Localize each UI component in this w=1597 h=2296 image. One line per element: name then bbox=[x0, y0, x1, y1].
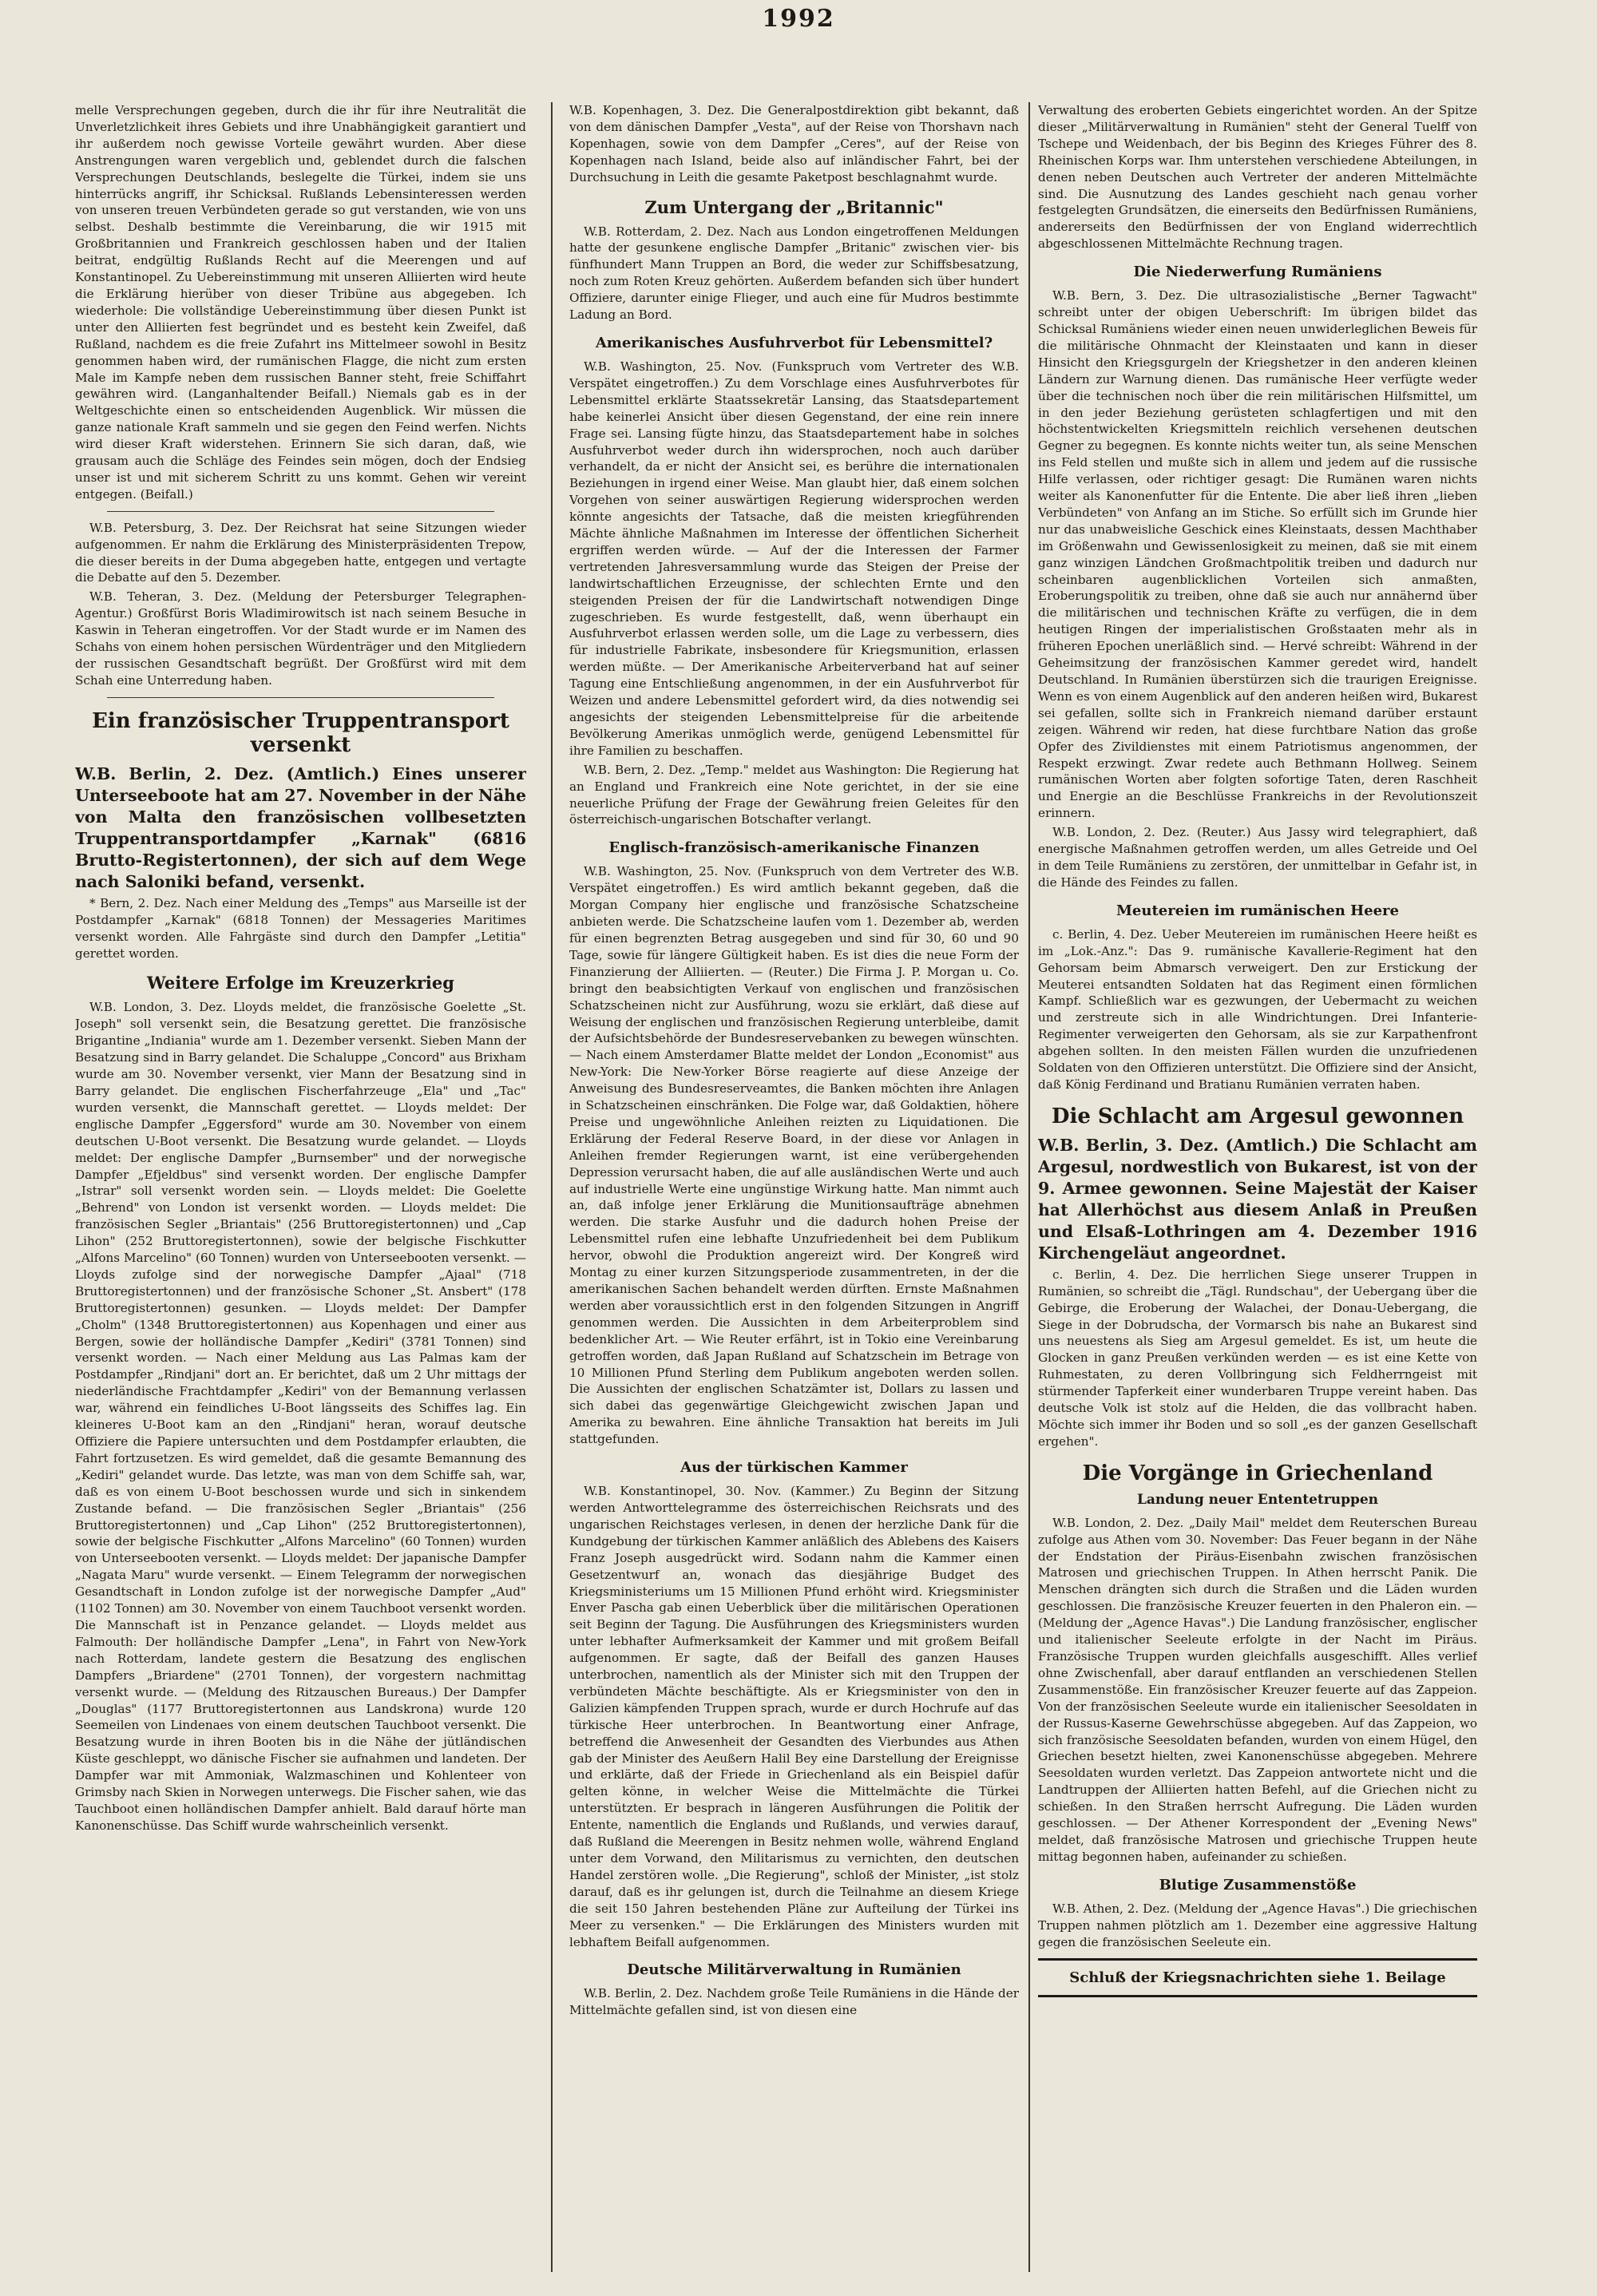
headline-schlacht-argesul: Die Schlacht am Argesul gewonnen bbox=[1051, 1104, 1464, 1128]
article-text: W.B. Washington, 25. Nov. (Funkspruch vom Vertreter des W.B. Verspätet eingetroffen.) Zu dem Vorschlage eines Ausfuhrverbotes für Lebensmittel erklärte Staatssekretär Lansing, das Staatsdepartement habe keinerlei Ansicht über diesen Gegenstand, der eine rein innere Frage sei. Lansing fügte hinzu, das Staatsdepartement habe in solches Ausfuhrverbot weder durch ihn widersprochen, noch auch darüber verhandelt, da er nicht der Ansicht sei, es berühre die internationalen Beziehungen in irgend einer Weise. Man glaubt hier, daß einem solchen Vorgehen von seiner auswärtigen Regierung widersprochen werden könnte angesichts der Tatsache, daß die meisten kriegführenden Mächte ähnliche Maßnahmen im Interesse der öffentlichen Sicherheit ergriffen werden würde. — Auf der die Interessen der Farmer vertretenden Jahresversammlung wurde das Steigen der Preise der landwirtschaftlichen Erzeugnisse, der schlechten Ernte und den steigenden Preisen der für die Landwirtschaft notwendigen Dinge zugeschrieben. Es wurde festgestellt, daß, wenn überhaupt ein Ausfuhrverbot erlassen werden solle, um die Lage zu verbessern, dies für industrielle Fabrikate, insbesondere für Kriegsmunition, erlassen werden müßte. — Der Amerikanische Arbeiterverband hat auf seiner Tagung eine Entschließung angenommen, in der ein Ausfuhrverbot für Weizen und andere Lebensmittel gefordert wird, da dies notwendig sei angesichts der steigenden Lebensmittelpreise für die arbeitende Bevölkerung Amerikas unmöglich werde, genügend Lebensmittel für ihre Familien zu beschaffen. bbox=[569, 359, 1019, 758]
subheadline-ententetruppen: Landung neuer Ententetruppen bbox=[1136, 1491, 1379, 1508]
official-report: W.B. Berlin, 3. Dez. (Amtlich.) Die Schlacht am Argesul, nordwestlich von Bukarest, ist von der 9. Armee gewonnen. Seine Majestät der Kaiser hat Allerhöchst aus diesem Anlaß in Preußen und Elsaß-Lothringen am 4. Dezember 1916 Kirchengeläut angeordnet. bbox=[1038, 1135, 1477, 1263]
headline-finanzen: Englisch-französisch-amerikanische Finanzen bbox=[608, 839, 980, 857]
column-2 bbox=[569, 102, 1019, 2272]
headline-truppentransport: Ein französischer Truppentransport versenkt bbox=[92, 708, 509, 757]
headline-meutereien: Meutereien im rumänischen Heere bbox=[1116, 902, 1399, 919]
article-text: W.B. London, 2. Dez. „Daily Mail" meldet dem Reuterschen Bureau zufolge aus Athen vom 30. November: Das Feuer begann in der Nähe der Endstation der Piräus-Eisenbahn zwischen französischen Matrosen und griechischen Truppen. In Athen herrscht Panik. Die Menschen drängten sich durch die Straßen und die Läden wurden geschlossen. Die französische Kreuzer feuerten in den Phaleron ein. — (Meldung der „Agence Havas".) Die Landung französischer, englischer und italienischer Seeleute erfolgte in der Nacht im Piräus. Französische Truppen wurden gleichfalls ausgeschifft. Alles verlief ohne Zwischenfall, aber darauf entflanden an verschiedenen Stellen Zusammenstöße. Ein französischer Kreuzer feuerte auf das Zappeion. Von der französischen Seeleute wurde ein italienischer Seesoldaten in der Russus-Kaserne Gewehrschüsse abgegeben. Auf das Zappeion, wo sich französische Seesoldaten befanden, wurden von einem Hügel, den Griechen besetzt hielten, zwei Kanonenschüsse abgegeben. Mehrere Seesoldaten wurden verletzt. Das Zappeion antwortete nicht und die Landtruppen der Alliierten hatten Befehl, auf die Griechen nicht zu schießen. In den Straßen herrscht Aufregung. Die Läden wurden geschlossen. — Der Athener Korrespondent der „Evening News" meldet, daß französische Matrosen und griechische Truppen heute mittag begonnen haben, aufeinander zu schießen. bbox=[1038, 1515, 1477, 1864]
article-text: W.B. Konstantinopel, 30. Nov. (Kammer.) Zu Beginn der Sitzung werden Antworttelegramme des österreichischen Reichsrats und des ungarischen Reichstages verlesen, in denen der herzliche Dank für die Kundgebung der türkischen Kammer anläßlich des Ablebens des Kaisers Franz Joseph ausgedrückt wird. Sodann nahm die Kammer einen Gesetzentwurf an, wonach das diesjährige Budget des Kriegsministeriums um 15 Millionen Pfund erhöht wird. Kriegsminister Enver Pascha gab einen Ueberblick über die militärischen Operationen seit Beginn der Tagung. Die Ausführungen des Kriegsministers wurden unter lebhafter Aufmerksamkeit der Kammer und mit großem Beifall aufgenommen. Er sagte, daß der Beifall des ganzen Hauses unterbrochen, namentlich als der Minister sich mit den Truppen der verbündeten Mächte beschäftigte. Als er Kriegsminister von den in Galizien kämpfenden Truppen sprach, wurde er durch Hochrufe auf das türkische Heer unterbrochen. In Beantwortung einer Anfrage, betreffend die Anwesenheit der Gesandten des Vierbundes aus Athen gab der Minister des Aeußern Halil Bey eine Darstellung der Ereignisse und erklärte, daß der Friede in Griechenland als ein Beispiel dafür gelten könne, in welcher Weise die Mittelmächte die Türkei unterstützten. Er besprach in längeren Ausführungen die Politik der Entente, namentlich die Englands und Rußlands, und verwies darauf, daß Rußland die Meerengen in Besitz nehmen wolle, während England unter dem Vorwand, den Militarismus zu vernichten, den deutschen Handel zerstören wolle. „Die Regierung", schloß der Minister, „ist stolz darauf, daß es ihr gelungen ist, durch die Teilnahme an diesem Kriege die seit 150 Jahren bestehenden Pläne zur Aufteilung der Türkei ins Meer zu versenken." — Die Erklärungen des Ministers wurden mit lebhaftem Beifall aufgenommen. bbox=[569, 1484, 1019, 1949]
headline-ausfuhrverbot: Amerikanisches Ausfuhrverbot für Lebensmittel? bbox=[595, 334, 993, 351]
article-text: W.B. Teheran, 3. Dez. (Meldung der Petersburger Telegraphen-Agentur.) Großfürst Boris Wladimirowitsch ist nach seinem Besuche in Kaswin in Teheran eingetroffen. Vor der Stadt wurde er im Namen des Schahs von einem hohen persischen Würdenträger und den Mitgliedern der russischen Gesandtschaft begrüßt. Der Großfürst wird mit dem Schah eine Unterredung haben. bbox=[75, 589, 526, 688]
article-text: * Bern, 2. Dez. Nach einer Meldung des „Temps" aus Marseille ist der Postdampfer „Karnak" (6818 Tonnen) der Messageries Maritimes versenkt worden. Alle Fahrgäste sind durch den Dampfer „Letitia" gerettet worden. bbox=[75, 895, 526, 961]
page-number: 1992 bbox=[762, 5, 835, 33]
article-text: W.B. Washington, 25. Nov. (Funkspruch von dem Vertreter des W.B. Verspätet eingetroffen.) Es wird amtlich bekannt gegeben, daß die Morgan Company hier englische und französische Schatzscheine anbieten werde. Die Schatzscheine laufen vom 1. Dezember ab, werden für einen begrenzten Betrag ausgegeben und sind für 30, 60 und 90 Tage, sowie für längere Gültigkeit haben. Es ist dies die neue Form der Finanzierung der Alliierten. — (Reuter.) Die Firma J. P. Morgan u. Co. bringt den beabsichtigten Verkauf von englischen und französischen Schatzscheinen nicht zur Ausführung, wozu sie erklärt, daß diese auf Weisung der englischen und französischen Regierung unterbleibe, damit der Aufsichtsbehörde der Bundesreservebanken zu bewegen wünschten. — Nach einem Amsterdamer Blatte meldet der London „Economist" aus New-York: Die New-Yorker Börse reagierte auf diese Anzeige der Anweisung des Bundesreserveamtes, die Banken möchten ihre Anlagen in Schatzscheinen einschränken. Die Folge war, daß Goldaktien, höhere Preise und ungewöhnliche Anleihen reizten zu Liquidationen. Die Erklärung der Federal Reserve Board, in der diese vor Anlagen in Anleihen fremder Regierungen warnt, ist eine verübergehenden Depression verursacht haben, die auf alle ausländischen Werte und auch auf industrielle Werte eine ungünstige Wirkung hatte. Man nimmt auch an, daß infolge jener Erklärung die Munitionsaufträge abnehmen werden. Die starke Ausfuhr und die dadurch hohen Preise der Lebensmittel rufen eine lebhafte Unzufriedenheit bei dem Publikum hervor, obwohl die Produktion angereizt wird. Der Kongreß wird Montag zu einer kurzen Sitzungsperiode zusammentreten, in der die amerikanischen Sachen behandelt werden dürften. Ernste Maßnahmen werden aber voraussichtlich erst in den folgenden Sitzungen in Angriff genommen werden. Die Aussichten in dem Arbeiterproblem sind bedenklicher Art. — Wie Reuter erfährt, ist in Tokio eine Vereinbarung getroffen worden, daß Japan Rußland auf Schatzschein im Betrage von 10 Millionen Pfund Sterling dem Publikum angeboten werden sollen. Die Aussichten der englischen Schatzämter ist, Dollars zu lassen und sich dabei das gegenwärtige Gleichgewicht zwischen Japan und Amerika zu bewahren. Eine ähnliche Transaktion hat bereits im Juli stattgefunden. bbox=[569, 864, 1019, 1447]
divider bbox=[1038, 1995, 1477, 1997]
article-text: W.B. London, 2. Dez. (Reuter.) Aus Jassy wird telegraphiert, daß energische Maßnahmen getroffen werden, um alles Getreide und Oel in dem Teile Rumäniens zu zerstören, der unmittelbar in Gefahr ist, in die Hände des Feindes zu fallen. bbox=[1038, 825, 1477, 890]
article-text: c. Berlin, 4. Dez. Ueber Meutereien im rumänischen Heere heißt es im „Lok.-Anz.": Das 9. rumänische Kavallerie-Regiment hat den Gehorsam beim Abmarsch verweigert. Den zur Erstickung der Meuterei entsandten Soldaten hat das Regiment einen förmlichen Kampf. Schließlich war es gezwungen, der Uebermacht zu weichen und zerstreute sich in alle Windrichtungen. Drei Infanterie-Regimenter verweigerten den Gehorsam, als sie zur Karpathenfront abgehen sollten. In den meisten Fällen wurden die unzufriedenen Soldaten von den Offizieren unterstützt. Die Offiziere sind der Ansicht, daß König Ferdinand und Bratianu Rumänien verraten haben. bbox=[1038, 926, 1477, 1092]
headline-zusammenstoesse: Blutige Zusammenstöße bbox=[1159, 1876, 1357, 1894]
article-text: W.B. London, 3. Dez. Lloyds meldet, die französische Goelette „St. Joseph" soll versenkt sein, die Besatzung gerettet. Die französische Brigantine „Indiania" wurde am 1. Dezember versenkt. Sieben Mann der Besatzung sind in Barry gelandet. Die Schaluppe „Concord" aus Brixham wurde am 30. November versenkt, vier Mann der Besatzung sind in Barry gelandet. Die englischen Fischerfahrzeuge „Ela" und „Tac" wurden versenkt, die Mannschaft gerettet. — Lloyds meldet: Der englische Dampfer „Eggersford" wurde am 30. November von einem deutschen U-Boot versenkt. Die Besatzung wurde gelandet. — Lloyds meldet: Der englische Dampfer „Burnsember" und der norwegische Dampfer „Efjeldbus" sind versenkt worden. Der englische Dampfer „Istrar" soll versenkt worden sein. — Lloyds meldet: Die Goelette „Behrend" von London ist versenkt worden. — Lloyds meldet: Die französischen Segler „Briantais" (256 Bruttoregistertonnen) und „Cap Lihon" (252 Bruttoregistertonnen), sowie der belgische Fischkutter „Alfons Marcelino" (60 Tonnen) wurden von Unterseebooten versenkt. — Lloyds zufolge sind der norwegische Dampfer „Ajaal" (718 Bruttoregistertonnen) und der französische Schoner „St. Ansbert" (178 Bruttoregistertonnen) gesunken. — Lloyds meldet: Der Dampfer „Cholm" (1348 Bruttoregistertonnen) aus Kopenhagen und einer aus Bergen, sowie der holländische Dampfer „Kediri" (3781 Tonnen) sind versenkt worden. — Nach einer Meldung aus Las Palmas kam der Postdampfer „Rindjani" dort an. Er berichtet, daß um 2 Uhr mittags der niederländische Frachtdampfer „Kediri" von der Bemannung verlassen war, während ein feindliches U-Boot längsseits des Schiffes lag. Ein kleineres U-Boot kam an den „Rindjani" heran, worauf deutsche Offiziere die Papiere untersuchten und dem Postdampfer erlaubten, die Fahrt fortzusetzen. Es wird gemeldet, daß die gesamte Bemannung des „Kediri" gelandet wurde. Das letzte, was man von dem Schiffe sah, war, daß es von einem U-Boot beschossen wurde und sich in sinkendem Zustande befand. — Die französischen Segler „Briantais" (256 Bruttoregistertonnen) und „Cap Lihon" (252 Bruttoregistertonnen), sowie der belgische Fischkutter „Alfons Marcelino" (60 Tonnen) wurden von Unterseebooten versenkt. — Lloyds meldet: Der japanische Dampfer „Nagata Maru" wurde versenkt. — Einem Telegramm der norwegischen Gesandtschaft in London zufolge ist der norwegische Dampfer „Aud" (1102 Tonnen) am 30. November von einem Tauchboot versenkt worden. Die Mannschaft ist in Penzance gelandet. — Lloyds meldet aus Falmouth: Der holländische Dampfer „Lena", in Fahrt von New-York nach Rotterdam, landete gestern die Besatzung des englischen Dampfers „Briardene" (2701 Tonnen), der vorgestern nachmittag versenkt wurde. — (Meldung des Ritzauschen Bureaus.) Der Dampfer „Douglas" (1177 Bruttoregistertonnen aus Landskrona) wurde 120 Seemeilen von Lindenaes von einem deutschen Tauchboot versenkt. Die Besatzung wurde in ihren Booten bis in die Nähe der jütländischen Küste geschleppt, wo dänische Fischer sie aufnahmen und landeten. Der Dampfer war mit Ammoniak, Walzmaschinen und Kohlenteer von Grimsby nach Skien in Norwegen unterwegs. Die Fischer sahen, wie das Tauchboot einen holländischen Dampfer anhielt. Bald darauf hörte man Kanonenschüsse. Das Schiff wurde wahrscheinlich versenkt. bbox=[75, 1000, 526, 1833]
article-text: W.B. Bern, 3. Dez. Die ultrasozialistische „Berner Tagwacht" schreibt unter der obigen Ueberschrift: Im übrigen bildet das Schicksal Rumäniens wieder einen neuen unwiderleglichen Beweis für die militärische Ohnmacht der Kleinstaaten und kann in dieser Hinsicht den Kriegsgurgeln der Kriegshetzer in den anderen kleinen Ländern zur Warnung dienen. Das rumänische Heer verfügte weder über die technischen noch über die rein militärischen Hilfsmittel, um in den jeder Beziehung gerüsteten schlagfertigen und mit den höchstentwickelten Kriegsmitteln reichlich versehenen deutschen Gegner zu begegnen. Es konnte nichts weiter tun, als seine Menschen ins Feld stellen und mußte sich in allem und jedem auf die russische Hilfe verlassen, oder richtiger gesagt: Die Rumänen waren nichts weiter als Kanonenfutter für die Entente. Die aber ließ ihren „lieben Verbündeten" von Anfang an im Stiche. So erfüllt sich im Grunde hier nur das unabweisliche Geschick eines Kleinstaats, dessen Machthaber im Größenwahn und Gewissenlosigkeit zu meinen, daß sie mit einem ganz winzigen Ländchen Großmachtpolitik treiben und dadurch nur scheinbaren augenblicklichen Vorteilen sich anmaßten, Eroberungspolitik zu treiben, ohne daß sie auch nur annähernd über die militärischen und technischen Kräfte zu verfügen, die in dem heutigen Ringen der imperialistischen Großstaaten mehr als in früheren Epochen unerläßlich sind. — Hervé schreibt: Während in der Geheimsitzung der französischen Kammer geredet wird, handelt Deutschland. In Rumänien überstürzen sich die traurigen Ereignisse. Wenn es von einem Augenblick auf den anderen heißen wird, Bukarest sei gefallen, sollte sich in Frankreich niemand darüber erstaunt zeigen. Während wir reden, hat diese furchtbare Nation das große Opfer des Zivildienstes mit einem Patriotismus angenommen, der Respekt erzwingt. Zwar redete auch Bethmann Hollweg. Seinem rumänischen Worten aber folgten sofortige Taten, deren Raschheit und Energie an die Beschlüsse Frankreichs in der Revolutionszeit erinnern. bbox=[1038, 288, 1477, 821]
column-3 bbox=[1038, 102, 1477, 2272]
headline-tuerkische-kammer: Aus der türkischen Kammer bbox=[680, 1459, 908, 1477]
article-text: W.B. Petersburg, 3. Dez. Der Reichsrat hat seine Sitzungen wieder aufgenommen. Er nahm die Erklärung des Ministerpräsidenten Trepow, die dieser bereits in der Duma abgegeben hatte, entgegen und vertagte die Debatte auf den 5. Dezember. bbox=[75, 520, 526, 585]
divider bbox=[107, 511, 494, 512]
headline-griechenland: Die Vorgänge in Griechenland bbox=[1082, 1461, 1433, 1485]
article-text: c. Berlin, 4. Dez. Die herrlichen Siege unserer Truppen in Rumänien, so schreibt die „Tägl. Rundschau", der Uebergang über die Gebirge, die Eroberung der Walachei, der Donau-Uebergang, die Siege in der Dobrudscha, der Vormarsch bis nahe an Bukarest sind uns neuestens als Sieg am Argesul gemeldet. Es ist, um heute die Glocken in ganz Preußen verkünden werden — es ist eine Kette von Ruhmestaten, zu deren Vollbringung sich Feldherrngeist mit stürmender Tapferkeit einer wunderbaren Truppe vereint haben. Das deutsche Volk ist stolz auf die Helden, die das vollbracht haben. Möchte sich immer ihr Boden und so soll „es der ganzen Gesellschaft ergehen". bbox=[1038, 1267, 1477, 1449]
article-text: W.B. Berlin, 2. Dez. Nachdem große Teile Rumäniens in die Hände der Mittelmächte gefallen sind, ist von diesen eine bbox=[569, 1986, 1019, 2018]
headline-niederwerfung: Die Niederwerfung Rumäniens bbox=[1133, 264, 1382, 281]
continuation-note: Schluß der Kriegsnachrichten siehe 1. Beilage bbox=[1069, 1969, 1446, 1987]
headline-militaerverwaltung: Deutsche Militärverwaltung in Rumänien bbox=[627, 1961, 961, 1979]
article-text: Verwaltung des eroberten Gebiets eingerichtet worden. An der Spitze dieser „Militärverwaltung in Rumänien" steht der General Tuelff von Tschepe und Weidenbach, der bis Beginn des Krieges Führer des 8. Rheinischen Korps war. Ihm unterstehen verschiedene Abteilungen, in denen neben Deutschen auch Vertreter der anderen Mittelmächte sind. Die Ausnutzung des Landes geschieht nach genau vorher festgelegten Grundsätzen, die einerseits den Bedürfnissen Rumäniens, andererseits den Bedürfnissen der von England widerrechtlich abgeschlossenen Mittelmächte Rechnung tragen. bbox=[1038, 103, 1477, 252]
divider bbox=[107, 697, 494, 698]
column-rule-right bbox=[1028, 102, 1030, 2272]
column-1 bbox=[75, 102, 526, 2272]
official-report: W.B. Berlin, 2. Dez. (Amtlich.) Eines unserer Unterseeboote hat am 27. November in der Nähe von Malta den französischen vollbesetzten Truppentransportdampfer „Karnak" (6816 Brutto-Registertonnen), der sich auf dem Wege nach Saloniki befand, versenkt. bbox=[75, 763, 526, 891]
divider bbox=[1038, 1958, 1477, 1961]
article-text: melle Versprechungen gegeben, durch die ihr für ihre Neutralität die Unverletzlichkeit ihres Gebiets und ihre Unabhängigkeit garantiert und ihr außerdem noch gewisse Vorteile gewährt wurden. Aber diese Anstrengungen waren vergeblich und, geblendet durch die falschen Versprechungen Deutschlands, beslegelte die Türkei, indem sie uns hinterrücks angriff, ihr Schicksal. Rußlands Lebensinteressen werden von unseren treuen Verbündeten gerade so gut verstanden, wie von uns selbst. Deshalb bestimmte die Vereinbarung, die wir 1915 mit Großbritannien und Frankreich geschlossen haben und der Italien beitrat, endgültig Rußlands Recht auf die Meerengen und auf Konstantinopel. Zu Uebereinstimmung mit unseren Alliierten wird heute die Erklärung hierüber von dieser Tribüne aus abgegeben. Ich wiederhole: Die vollständige Uebereinstimmung über diesen Punkt ist unter den Alliierten fest begründet und es besteht kein Zweifel, daß Rußland, nachdem es die freie Zufahrt ins Mittelmeer sowohl in Besitz genommen haben wird, der rumänischen Flagge, die nicht zum ersten Male im Kampfe neben dem russischen Banner steht, freie Schiffahrt gewähren wird. (Langanhaltender Beifall.) Niemals gab es in der Weltgeschichte einen so entscheidenden Augenblick. Wir müssen die ganze nationale Kraft sammeln und sie gegen den Feind werfen. Nichts wird dieser Kraft widerstehen. Erinnern Sie sich daran, daß, wie grausam auch die Schläge des Feindes sein mögen, doch der Endsieg unser ist und mit sicherem Schritt zu uns kommt. Gehen wir vereint entgegen. (Beifall.) bbox=[75, 103, 526, 502]
headline-kreuzerkrieg: Weitere Erfolge im Kreuzerkrieg bbox=[147, 973, 454, 993]
column-rule-left bbox=[551, 102, 553, 2272]
article-text: W.B. Bern, 2. Dez. „Temp." meldet aus Washington: Die Regierung hat an England und Frankreich eine Note gerichtet, in der sie eine neuerliche Prüfung der Frage der Gewährung freien Geleites für den österreichisch-ungarischen Botschafter verlangt. bbox=[569, 762, 1019, 827]
article-text: W.B. Rotterdam, 2. Dez. Nach aus London eingetroffenen Meldungen hatte der gesunkene englische Dampfer „Britanic" zwischen vier- bis fünfhundert Mann Truppen an Bord, die weder zur Schiffsbesatzung, noch zum Roten Kreuz gehörten. Außerdem befanden sich über hundert Offiziere, darunter einige Flieger, und auch eine für Mudros bestimmte Ladung an Bord. bbox=[569, 224, 1019, 323]
headline-britannic: Zum Untergang der „Britannic" bbox=[644, 196, 944, 217]
article-text: W.B. Kopenhagen, 3. Dez. Die Generalpostdirektion gibt bekannt, daß von dem dänischen Dampfer „Vesta", auf der Reise von Thorshavn nach Kopenhagen, sowie von dem Dampfer „Ceres", auf der Reise von Kopenhagen nach Island, beide also auf inländischer Fahrt, bei der Durchsuchung in Leith die gesamte Paketpost beschlagnahmt wurde. bbox=[569, 103, 1019, 184]
article-text: W.B. Athen, 2. Dez. (Meldung der „Agence Havas".) Die griechischen Truppen nahmen plötzlich am 1. Dezember eine aggressive Haltung gegen die französischen Seeleute ein. bbox=[1038, 1901, 1477, 1949]
